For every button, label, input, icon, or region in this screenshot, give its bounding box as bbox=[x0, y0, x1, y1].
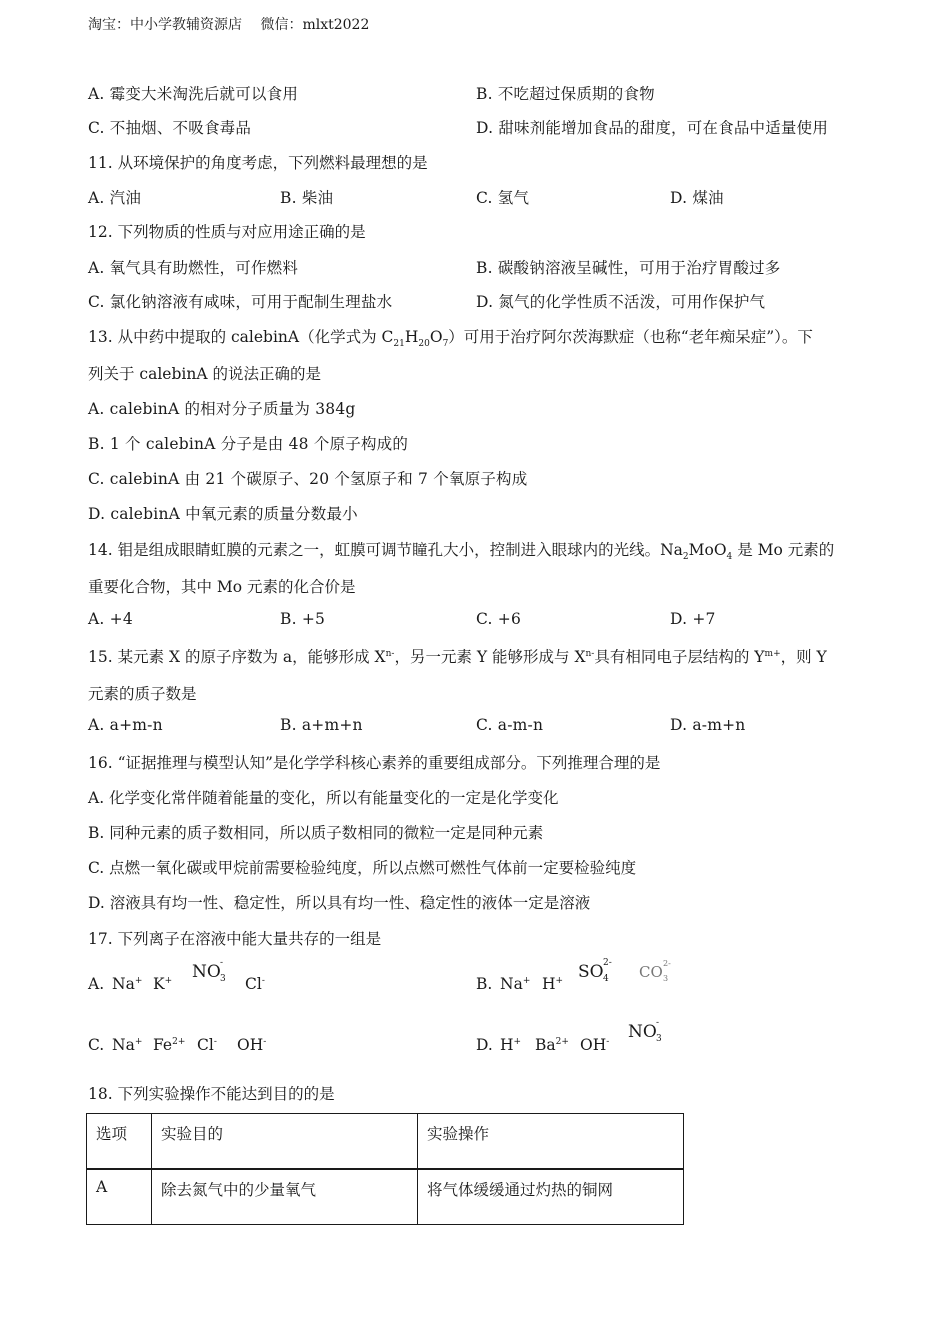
q17-b-na-sup: + bbox=[522, 975, 531, 986]
q17-b-na bbox=[500, 975, 530, 993]
q14-option-b: B. +5 bbox=[280, 610, 326, 628]
q17-d-no3-sub: 3 bbox=[656, 1034, 662, 1044]
q14-stem-part2: 是 Mo 元素的 bbox=[732, 541, 835, 559]
q14-stem-part1: 14. 钼是组成眼睛虹膜的元素之一，虹膜可调节瞳孔大小，控制进入眼球内的光线。Na bbox=[88, 541, 683, 559]
q17-a-no3-sup: - bbox=[220, 958, 224, 968]
q15-stem-part2: ，另一元素 Y 能够形成与 X bbox=[394, 648, 586, 666]
q15-option-a: A. a+m-n bbox=[88, 716, 163, 734]
q17-c-fe-text: Fe bbox=[153, 1036, 173, 1054]
q17-b-so4-sub: 4 bbox=[603, 974, 609, 984]
q17-a-no3-sub: 3 bbox=[220, 974, 226, 984]
q13-stem-line2: 列关于 calebinA 的说法正确的是 bbox=[88, 365, 321, 383]
q17-b-label: B. bbox=[476, 975, 493, 993]
q17-d-h-text: H bbox=[500, 1036, 514, 1054]
q15-option-d: D. a-m+n bbox=[670, 716, 746, 734]
q13-stem-part1: 13. 从中药中提取的 calebinA（化学式为 C bbox=[88, 328, 394, 346]
q15-option-c: C. a-m-n bbox=[476, 716, 544, 734]
q10-option-a: A. 霉变大米淘洗后就可以食用 bbox=[88, 85, 299, 103]
q14-option-c: C. +6 bbox=[476, 610, 522, 628]
q14-stem-line1 bbox=[88, 538, 835, 563]
q10-option-c: C. 不抽烟、不吸食毒品 bbox=[88, 119, 252, 137]
q17-d-no3-text: NO bbox=[628, 1022, 657, 1042]
q17-d-ba bbox=[535, 1036, 569, 1054]
q17-b-so4-text: SO bbox=[578, 962, 604, 982]
q17-a-cl-sup: - bbox=[261, 975, 265, 986]
q13-sub-h: 20 bbox=[418, 339, 430, 350]
q13-option-b: B. 1 个 calebinA 分子是由 48 个原子构成的 bbox=[88, 435, 409, 453]
q17-d-h-sup: + bbox=[513, 1036, 522, 1047]
q15-sup1: n- bbox=[385, 648, 395, 659]
q17-d-ba-text: Ba bbox=[535, 1036, 556, 1054]
q14-mo: MoO bbox=[688, 541, 727, 559]
q17-d-no3-sup: - bbox=[656, 1018, 660, 1028]
q15-stem-part4: ，则 Y bbox=[780, 648, 827, 666]
table-cell-option: A bbox=[87, 1169, 152, 1225]
table-cell-operation: 将气体缓缓通过灼热的铜网 bbox=[418, 1169, 684, 1225]
q15-stem-part1: 15. 某元素 X 的原子序数为 a，能够形成 X bbox=[88, 648, 386, 666]
q11-stem: 11. 从环境保护的角度考虑，下列燃料最理想的是 bbox=[88, 154, 428, 172]
q17-a-cl-text: Cl bbox=[245, 975, 262, 993]
q11-option-c: C. 氢气 bbox=[476, 189, 530, 207]
q16-option-d: D. 溶液具有均一性、稳定性，所以具有均一性、稳定性的液体一定是溶液 bbox=[88, 894, 591, 912]
q17-d-oh-text: OH bbox=[580, 1036, 607, 1054]
q17-d-ba-sup: 2+ bbox=[555, 1036, 569, 1047]
q17-b-na-text: Na bbox=[500, 975, 523, 993]
q17-a-no3 bbox=[192, 958, 226, 984]
q17-d-h bbox=[500, 1036, 521, 1054]
table-header-operation: 实验操作 bbox=[418, 1114, 684, 1170]
q17-b-co3-text: CO bbox=[639, 963, 663, 981]
table-row bbox=[87, 1169, 684, 1225]
q16-option-b: B. 同种元素的质子数相同，所以质子数相同的微粒一定是同种元素 bbox=[88, 824, 544, 842]
q17-stem: 17. 下列离子在溶液中能大量共存的一组是 bbox=[88, 930, 382, 948]
q17-a-k bbox=[153, 975, 172, 993]
q10-option-b: B. 不吃超过保质期的食物 bbox=[476, 85, 655, 103]
q13-option-d: D. calebinA 中氧元素的质量分数最小 bbox=[88, 505, 358, 523]
q17-a-na bbox=[112, 975, 142, 993]
q14-stem-line2: 重要化合物，其中 Mo 元素的化合价是 bbox=[88, 578, 356, 596]
q17-b-h-text: H bbox=[542, 975, 556, 993]
q12-option-a: A. 氧气具有助燃性，可作燃料 bbox=[88, 259, 299, 277]
q17-a-na-text: Na bbox=[112, 975, 135, 993]
q17-c-cl bbox=[197, 1036, 217, 1054]
q14-option-a: A. +4 bbox=[88, 610, 133, 628]
q15-option-b: B. a+m+n bbox=[280, 716, 363, 734]
q11-option-d: D. 煤油 bbox=[670, 189, 724, 207]
q14-sub-na: 2 bbox=[682, 552, 689, 563]
q16-option-a: A. 化学变化常伴随着能量的变化，所以有能量变化的一定是化学变化 bbox=[88, 789, 559, 807]
q17-b-h bbox=[542, 975, 563, 993]
q17-d-oh-sup: - bbox=[606, 1036, 610, 1047]
q15-sup2: n- bbox=[585, 648, 595, 659]
q17-d-label: D. bbox=[476, 1036, 493, 1054]
q14-option-d: D. +7 bbox=[670, 610, 716, 628]
q18-stem: 18. 下列实验操作不能达到目的的是 bbox=[88, 1085, 335, 1103]
q17-a-na-sup: + bbox=[134, 975, 143, 986]
q17-b-co3-sup: 2- bbox=[663, 959, 671, 968]
q17-d-no3 bbox=[628, 1018, 662, 1044]
q13-o: O bbox=[429, 328, 443, 346]
q17-d-oh bbox=[580, 1036, 609, 1054]
q13-sub-c: 21 bbox=[393, 339, 405, 350]
q17-b-so4 bbox=[578, 958, 612, 984]
q12-option-c: C. 氯化钠溶液有咸味，可用于配制生理盐水 bbox=[88, 293, 393, 311]
table-header-purpose: 实验目的 bbox=[152, 1114, 418, 1170]
q17-b-h-sup: + bbox=[555, 975, 564, 986]
q17-c-fe-sup: 2+ bbox=[172, 1036, 186, 1047]
q11-option-a: A. 汽油 bbox=[88, 189, 142, 207]
q17-c-oh-text: OH bbox=[237, 1036, 264, 1054]
q17-b-co3 bbox=[639, 959, 671, 983]
q17-c-oh bbox=[237, 1036, 266, 1054]
q13-stem-part2: ）可用于治疗阿尔茨海默症（也称“老年痴呆症”）。下 bbox=[448, 328, 813, 346]
q17-c-cl-text: Cl bbox=[197, 1036, 214, 1054]
q17-c-oh-sup: - bbox=[263, 1036, 267, 1047]
table-cell-purpose: 除去氮气中的少量氧气 bbox=[152, 1169, 418, 1225]
q15-sup3: m+ bbox=[764, 648, 781, 659]
q17-c-cl-sup: - bbox=[213, 1036, 217, 1047]
q14-sub-o: 4 bbox=[726, 552, 733, 563]
q13-sub-o: 7 bbox=[442, 339, 449, 350]
q18-table bbox=[86, 1113, 684, 1225]
q17-b-so4-sup: 2- bbox=[603, 958, 612, 968]
q15-stem-line1 bbox=[88, 645, 827, 667]
q17-c-na bbox=[112, 1036, 142, 1054]
q13-option-c: C. calebinA 由 21 个碳原子、20 个氢原子和 7 个氧原子构成 bbox=[88, 470, 528, 488]
q15-stem-line2: 元素的质子数是 bbox=[88, 685, 197, 703]
q12-option-d: D. 氮气的化学性质不活泼，可用作保护气 bbox=[476, 293, 766, 311]
table-header-option: 选项 bbox=[87, 1114, 152, 1170]
q17-a-cl bbox=[245, 975, 265, 993]
q17-c-na-sup: + bbox=[134, 1036, 143, 1047]
q17-a-label: A. bbox=[88, 975, 105, 993]
q10-option-d: D. 甜味剂能增加食品的甜度，可在食品中适量使用 bbox=[476, 119, 829, 137]
table-header-row bbox=[87, 1114, 684, 1170]
q17-a-no3-text: NO bbox=[192, 962, 221, 982]
q17-c-label: C. bbox=[88, 1036, 105, 1054]
q13-option-a: A. calebinA 的相对分子质量为 384g bbox=[88, 400, 356, 418]
q17-c-na-text: Na bbox=[112, 1036, 135, 1054]
q15-stem-part3: 具有相同电子层结构的 Y bbox=[594, 648, 765, 666]
q12-stem: 12. 下列物质的性质与对应用途正确的是 bbox=[88, 223, 366, 241]
q17-a-k-text: K bbox=[153, 975, 165, 993]
q17-b-co3-sub: 3 bbox=[663, 974, 669, 983]
q13-h: H bbox=[404, 328, 419, 346]
q16-stem: 16. “证据推理与模型认知”是化学学科核心素养的重要组成部分。下列推理合理的是 bbox=[88, 754, 661, 772]
q11-option-b: B. 柴油 bbox=[280, 189, 334, 207]
page-header: 淘宝：中小学教辅资源店 微信：mlxt2022 bbox=[88, 17, 370, 33]
q17-a-k-sup: + bbox=[164, 975, 173, 986]
q13-stem-line1 bbox=[88, 325, 813, 350]
q17-c-fe bbox=[153, 1036, 185, 1054]
q12-option-b: B. 碳酸钠溶液呈碱性，可用于治疗胃酸过多 bbox=[476, 259, 781, 277]
q16-option-c: C. 点燃一氧化碳或甲烷前需要检验纯度，所以点燃可燃性气体前一定要检验纯度 bbox=[88, 859, 637, 877]
